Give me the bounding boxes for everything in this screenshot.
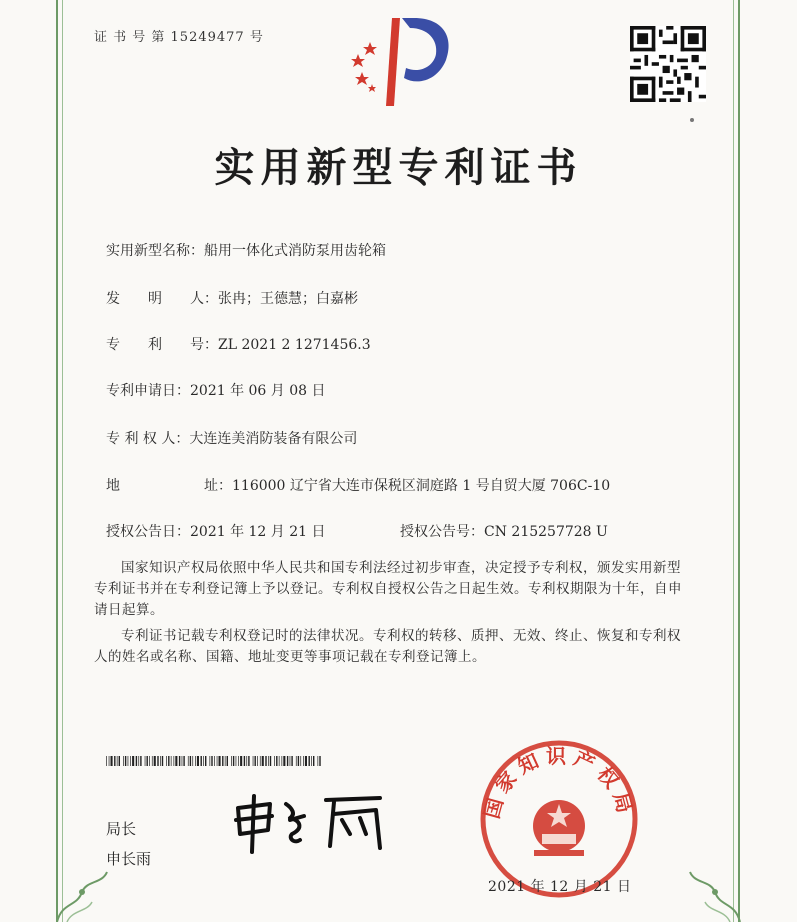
field-label: 实用新型名称： <box>106 243 204 259</box>
barcode-bar <box>166 756 167 766</box>
barcode-bar <box>255 756 256 766</box>
field-label: 专 利 权 人： <box>106 431 190 447</box>
barcode-bar <box>244 756 245 766</box>
field-patentee <box>106 428 357 448</box>
barcode-bar <box>145 756 146 766</box>
barcode-bar <box>132 756 134 766</box>
field-label: 授权公告日： <box>106 524 190 540</box>
barcode-bar <box>246 756 247 766</box>
barcode-bar <box>268 756 269 766</box>
field-grant-number <box>400 521 608 541</box>
field-filing-date <box>106 380 326 400</box>
field-value: 大连连美消防装备有限公司 <box>189 431 358 447</box>
field-utility-model-name <box>106 240 386 260</box>
barcode-bar <box>154 756 156 766</box>
barcode-bar <box>168 756 169 766</box>
field-label: 专 利 号： <box>106 337 218 353</box>
barcode-bar <box>313 756 314 766</box>
barcode-bar <box>136 756 137 766</box>
barcode-bar <box>160 756 161 766</box>
corner-ornament-left-icon <box>52 862 122 922</box>
signature-image <box>230 790 400 860</box>
field-value: ZL 2021 2 1271456.3 <box>218 337 371 353</box>
barcode-bar <box>309 756 310 766</box>
field-label: 地 址： <box>106 478 232 494</box>
barcode-bar <box>311 756 312 766</box>
barcode-bar <box>149 756 150 766</box>
barcode-bar <box>179 756 180 766</box>
barcode-bar <box>262 756 264 766</box>
barcode-bar <box>319 756 320 766</box>
barcode-bar <box>287 756 288 766</box>
barcode-bar <box>195 756 196 766</box>
barcode-bar <box>119 756 120 766</box>
barcode-bar <box>291 756 292 766</box>
barcode-bar <box>225 756 226 766</box>
barcode-bar <box>203 756 204 766</box>
barcode-bar <box>162 756 163 766</box>
field-value: 船用一体化式消防泵用齿轮箱 <box>204 243 386 259</box>
barcode-bar <box>260 756 261 766</box>
barcode-bar <box>117 756 118 766</box>
barcode-bar <box>274 756 275 766</box>
barcode-bar <box>282 756 283 766</box>
field-value: 116000 辽宁省大连市保税区洞庭路 1 号自贸大厦 706C-10 <box>232 478 611 494</box>
barcode-bar <box>233 756 234 766</box>
seal-text: 国家知识产权局 <box>479 744 639 822</box>
barcode-bar <box>152 756 153 766</box>
barcode-bar <box>182 756 183 766</box>
field-label: 发 明 人： <box>106 291 218 307</box>
barcode-bar <box>240 756 242 766</box>
legal-paragraph-2: 专利证书记载专利权登记时的法律状况。专利权的转移、质押、无效、终止、恢复和专利权人的姓名或名称、国籍、地址变更等事项记载在专利登记簿上。 <box>94 628 681 665</box>
barcode-bar <box>270 756 271 766</box>
barcode-bar <box>248 756 249 766</box>
barcode-bar <box>140 756 141 766</box>
barcode-bar <box>298 756 299 766</box>
barcode-bar <box>130 756 131 766</box>
cnipa-logo-icon <box>342 14 458 110</box>
barcode-bar <box>231 756 232 766</box>
barcode-bar <box>227 756 228 766</box>
barcode-bar <box>125 756 126 766</box>
signatory-title: 局长 <box>106 820 137 838</box>
field-value: 2021 年 12 月 21 日 <box>190 524 326 540</box>
barcode-bar <box>205 756 206 766</box>
field-address <box>106 475 610 495</box>
barcode-bar <box>174 756 175 766</box>
barcode-bar <box>106 756 107 766</box>
barcode-bar <box>238 756 239 766</box>
signatory-name: 申长雨 <box>106 850 152 868</box>
barcode-bar <box>171 756 172 766</box>
barcode-bar <box>211 756 212 766</box>
barcode-bar <box>111 756 113 766</box>
barcode-bar <box>283 756 285 766</box>
barcode-icon <box>106 756 322 766</box>
barcode-bar <box>253 756 254 766</box>
qr-code-icon <box>630 26 706 102</box>
barcode-bar <box>109 756 110 766</box>
field-value: 2021 年 06 月 08 日 <box>190 383 326 399</box>
barcode-bar <box>147 756 148 766</box>
speck <box>690 118 694 122</box>
field-inventor <box>106 288 358 308</box>
barcode-bar <box>257 756 258 766</box>
field-label: 授权公告号： <box>400 524 484 540</box>
barcode-bar <box>190 756 191 766</box>
field-value: CN 215257728 U <box>484 524 608 540</box>
certificate-serial-number: 证 书 号 第 15249477 号 <box>94 30 264 45</box>
barcode-bar <box>138 756 139 766</box>
seal-date: 2021 年 12 月 21 日 <box>488 879 632 895</box>
barcode-bar <box>157 756 158 766</box>
barcode-bar <box>128 756 129 766</box>
barcode-bar <box>219 756 221 766</box>
corner-ornament-right-icon <box>675 862 745 922</box>
barcode-bar <box>296 756 297 766</box>
barcode-bar <box>217 756 218 766</box>
field-grant-date <box>106 521 326 541</box>
barcode-bar <box>123 756 124 766</box>
barcode-bar <box>114 756 115 766</box>
barcode-bar <box>276 756 277 766</box>
barcode-bar <box>210 756 211 766</box>
barcode-bar <box>175 756 177 766</box>
barcode-bar <box>279 756 280 766</box>
barcode-bar <box>201 756 202 766</box>
certificate-title: 实用新型专利证书 <box>214 144 583 191</box>
barcode-bar <box>188 756 189 766</box>
field-patent-number <box>106 334 371 354</box>
barcode-bar <box>192 756 193 766</box>
barcode-bar <box>305 756 307 766</box>
barcode-bar <box>222 756 223 766</box>
barcode-bar <box>183 756 184 766</box>
field-label: 专利申请日： <box>106 383 190 399</box>
barcode-bar <box>300 756 301 766</box>
barcode-bar <box>318 756 319 766</box>
barcode-bar <box>265 756 266 766</box>
barcode-bar <box>290 756 291 766</box>
barcode-bar <box>303 756 304 766</box>
barcode-bar <box>197 756 199 766</box>
field-value: 张冉；王德慧；白嘉彬 <box>218 291 358 307</box>
barcode-bar <box>236 756 237 766</box>
barcode-bar <box>214 756 215 766</box>
legal-paragraph-1: 国家知识产权局依照中华人民共和国专利法经过初步审查，决定授予专利权，颁发实用新型专利证书并在专利登记簿上予以登记。专利权自授权公告之日起生效。专利权期限为十年，自申请日起算。 <box>94 560 682 618</box>
